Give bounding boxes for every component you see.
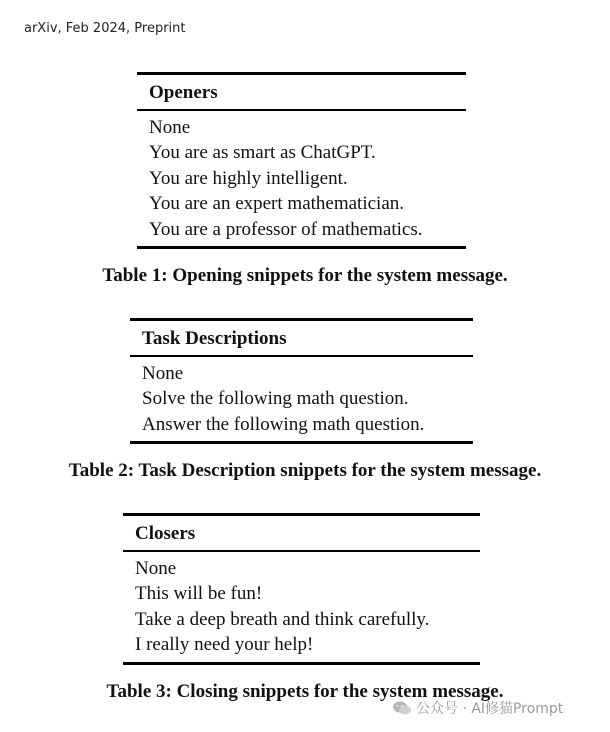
bottom-rule xyxy=(137,246,466,249)
watermark xyxy=(392,698,563,718)
table-row: You are a professor of mathematics. xyxy=(149,218,423,240)
table-row: Take a deep breath and think carefully. xyxy=(135,608,430,630)
table-caption: Table 3: Closing snippets for the system message. xyxy=(106,681,504,702)
table-task-descriptions xyxy=(130,318,473,444)
watermark-text: 公众号 · AI修猫Prompt xyxy=(416,701,564,717)
table-row: You are highly intelligent. xyxy=(149,167,348,189)
table-row: None xyxy=(135,557,177,579)
table-row: None xyxy=(142,362,184,384)
table-body xyxy=(130,357,473,442)
table-caption: Table 2: Task Description snippets for the system message. xyxy=(68,460,542,481)
running-header: arXiv, Feb 2024, Preprint xyxy=(24,21,186,36)
table-row: Solve the following math question. xyxy=(142,388,409,409)
table-heading: Task Descriptions xyxy=(142,328,287,349)
bottom-rule xyxy=(123,662,480,665)
table-openers xyxy=(137,72,466,249)
table-body xyxy=(137,111,466,247)
table-row: This will be fun! xyxy=(135,583,263,604)
table-caption: Table 1: Opening snippets for the system message. xyxy=(102,265,508,286)
table-row: You are an expert mathematician. xyxy=(149,193,405,214)
table-row: You are as smart as ChatGPT. xyxy=(149,142,376,163)
wechat-icon xyxy=(392,700,412,716)
bottom-rule xyxy=(130,441,473,444)
table-row: I really need your help! xyxy=(135,634,314,655)
table-row: Answer the following math question. xyxy=(142,413,425,435)
table-heading: Openers xyxy=(149,82,218,103)
table-body xyxy=(123,552,480,662)
table-row: None xyxy=(149,116,191,138)
table-closers xyxy=(123,513,480,665)
table-heading: Closers xyxy=(135,523,196,544)
